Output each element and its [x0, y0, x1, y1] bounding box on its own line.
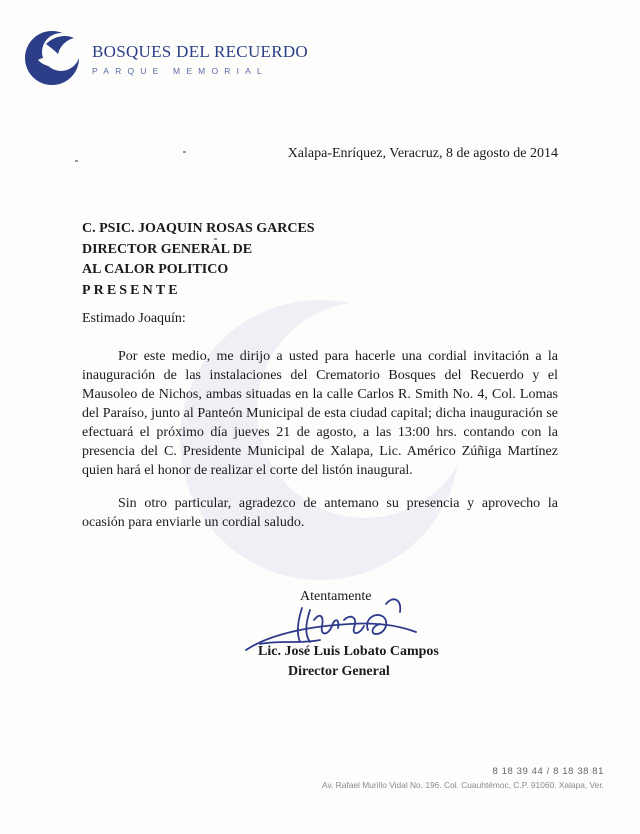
dove-logo-icon: [24, 30, 84, 86]
recipient-presente: PRESENTE: [82, 282, 181, 298]
body-paragraph-1: Por este medio, me dirijo a usted para hacerle una cordial invitación a la inauguración de las instalaciones del Crematorio Bosques del Recuerdo y el Mausoleo de Nichos, ambas situadas en la calle Carlos R. Smith No. 4, Col. Lomas del Paraíso, junto al Panteón Municipal de esta ciudad capital; dicha inauguración se efectuará el próximo día jueves 21 de agosto, a las 13:00 hrs. contando con la presencia del C. Presidente Municipal de Xalapa, Lic. Américo Zúñiga Martínez quien hará el honor de realizar el corte del listón inaugural.: [82, 349, 558, 478]
date-line: Xalapa-Enríquez, Veracruz, 8 de agosto de 2014: [287, 146, 558, 161]
signer-name: Lic. José Luis Lobato Campos: [258, 644, 439, 659]
greeting: Estimado Joaquín:: [82, 311, 186, 326]
recipient-position: DIRECTOR GENERAL DE: [82, 241, 253, 257]
footer-phones: 8 18 39 44 / 8 18 38 81: [492, 766, 604, 777]
signer-title: Director General: [288, 664, 390, 679]
brand-subtitle: PARQUE MEMORIAL: [92, 66, 268, 76]
closing: Atentamente: [300, 589, 372, 604]
scan-speck: [75, 160, 78, 162]
recipient-organization: AL CALOR POLITICO: [82, 262, 229, 277]
footer-address: Av. Rafael Murillo Vidal No. 196. Col. Cuauhtémoc, C.P. 91060. Xalapa, Ver.: [322, 780, 604, 790]
scan-speck: [183, 151, 186, 153]
recipient-name: C. PSIC. JOAQUIN ROSAS GARCES: [82, 221, 315, 236]
brand-name: BOSQUES DEL RECUERDO: [92, 42, 308, 61]
body-paragraph-2: Sin otro particular, agradezco de antemano su presencia y aprovecho la ocasión para enviarle un cordial saludo.: [82, 496, 558, 530]
recipient-block: [82, 219, 315, 301]
